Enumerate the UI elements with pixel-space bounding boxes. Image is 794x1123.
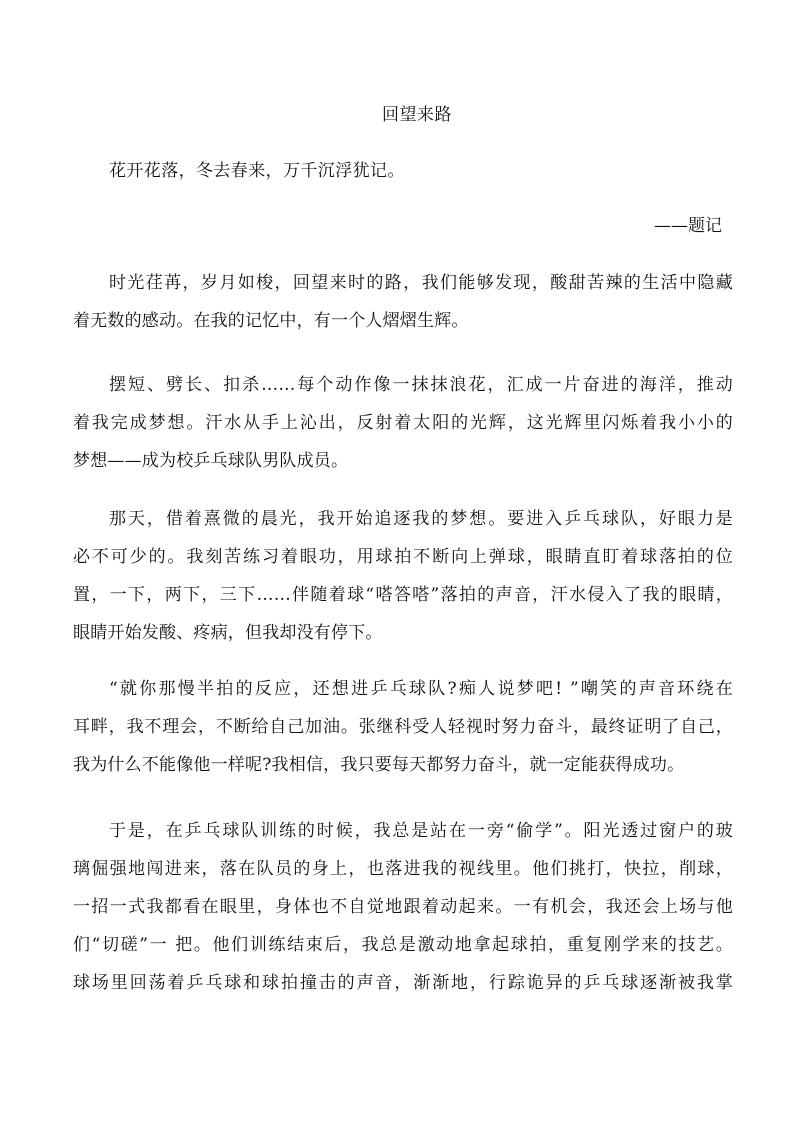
paragraph-5 bbox=[73, 812, 733, 1002]
paragraph-line: 着我完成梦想。汗水从手上沁出，反射着太阳的光辉，这光辉里闪烁着我小小的 bbox=[73, 413, 733, 433]
epigraph-text: 花开花落，冬去春来，万千沉浮犹记。 bbox=[109, 161, 405, 181]
paragraph-line: 璃倔强地闯进来，落在队员的身上，也落进我的视线里。他们挑打，快拉，削球， bbox=[73, 859, 733, 879]
paragraph-line: 置，一下，两下，三下……伴随着球“嗒答嗒”落拍的声音，汗水侵入了我的眼睛， bbox=[73, 585, 733, 605]
paragraph-line: 时光荏苒，岁月如梭，回望来时的路，我们能够发现，酸甜苦辣的生活中隐藏 bbox=[109, 273, 733, 293]
paragraph-4 bbox=[73, 670, 733, 784]
essay-title: 回望来路 bbox=[382, 105, 452, 125]
paragraph-2 bbox=[73, 366, 733, 480]
paragraph-line: 梦想——成为校乒乓球队男队成员。 bbox=[73, 451, 349, 471]
epigraph-source: ——题记 bbox=[654, 216, 722, 236]
paragraph-line: 眼睛开始发酸、疼病，但我却没有停下。 bbox=[73, 623, 383, 643]
paragraph-line: “就你那慢半拍的反应，还想进乒乓球队?痴人说梦吧! ”嘲笑的声音环绕在 bbox=[109, 679, 733, 699]
paragraph-line: 必不可少的。我刻苦练习着眼功，用球拍不断向上弹球，眼睛直盯着球落拍的位 bbox=[73, 547, 733, 567]
paragraph-line: 摆短、劈长、扣杀……每个动作像一抹抹浪花，汇成一片奋进的海洋，推动 bbox=[109, 375, 733, 395]
paragraph-line: 耳畔，我不理会，不断给自己加油。张继科受人轻视时努力奋斗，最终证明了自己， bbox=[73, 717, 733, 737]
paragraph-line: 球场里回荡着乒乓球和球拍撞击的声音，渐渐地，行踪诡异的乒乓球逐渐被我掌 bbox=[73, 973, 733, 993]
paragraph-1 bbox=[73, 264, 733, 340]
paragraph-3 bbox=[73, 500, 733, 652]
paragraph-line: 着无数的感动。在我的记忆中，有一个人熠熠生辉。 bbox=[73, 311, 469, 331]
paragraph-line: 一招一式我都看在眼里，身体也不自觉地跟着动起来。一有机会，我还会上场与他 bbox=[73, 897, 733, 917]
paragraph-line: 我为什么不能像他一样呢?我相信，我只要每天都努力奋斗，就一定能获得成功。 bbox=[73, 755, 685, 775]
paragraph-line: 们“切磋”一 把。他们训练结束后，我总是激动地拿起球拍，重复刚学来的技艺。 bbox=[73, 935, 733, 955]
paragraph-line: 那天，借着熹微的晨光，我开始追逐我的梦想。要进入乒乓球队，好眼力是 bbox=[109, 509, 733, 529]
paragraph-line: 于是，在乒乓球队训练的时候，我总是站在一旁“偷学”。阳光透过窗户的玻 bbox=[109, 821, 733, 841]
